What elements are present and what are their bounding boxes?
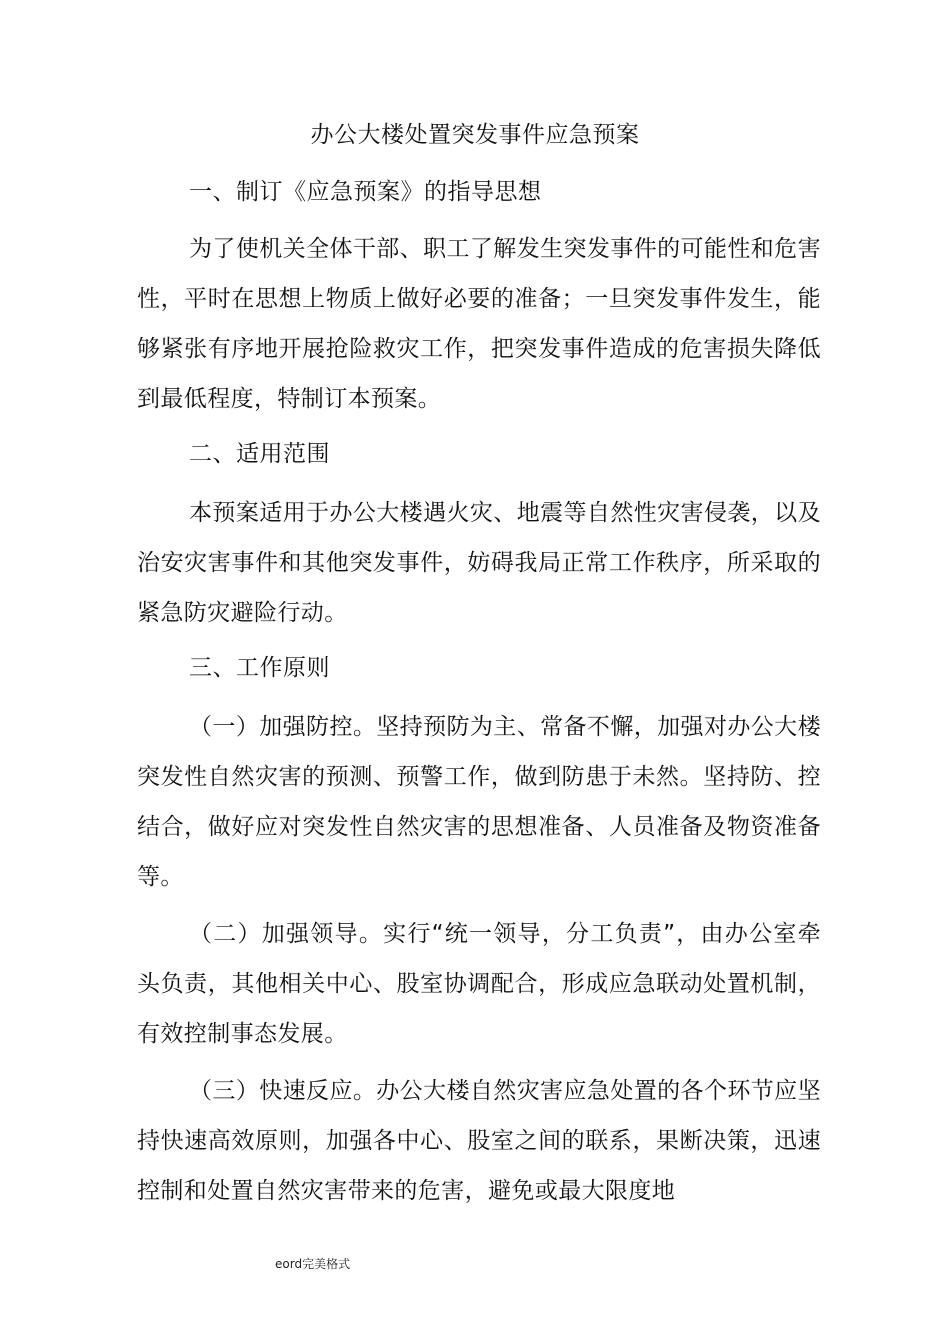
section-heading-guiding-ideology: 一、制订《应急预案》的指导思想	[189, 179, 542, 205]
section-paragraph-guiding-ideology: 为了使机关全体干部、职工了解发生突发事件的可能性和危害性，平时在思想上物质上做好必要的准备；一旦突发事件发生，能够紧张有序地开展抢险救灾工作，把突发事件造成的危害损失降低到最低程度，特制订本预案。	[137, 236, 821, 412]
principle-item-leadership: （二）加强领导。实行“统一领导，分工负责”，由办公室牵头负责，其他相关中心、股室协调配合，形成应急联动处置机制，有效控制事态发展。	[137, 921, 821, 1047]
principle-item-rapid-response: （三）快速反应。办公大楼自然灾害应急处置的各个环节应坚持快速高效原则，加强各中心、股室之间的联系，果断决策，迅速控制和处置自然灾害带来的危害，避免或最大限度地	[137, 1078, 821, 1204]
document-title: 办公大楼处置突发事件应急预案	[310, 122, 640, 148]
section-heading-scope: 二、适用范围	[189, 441, 330, 467]
section-paragraph-scope: 本预案适用于办公大楼遇火灾、地震等自然性灾害侵袭，以及治安灾害事件和其他突发事件，妨碍我局正常工作秩序，所采取的紧急防灾避险行动。	[137, 500, 821, 626]
section-heading-principles: 三、工作原则	[189, 655, 330, 681]
principle-item-prevention: （一）加强防控。坚持预防为主、常备不懈，加强对办公大楼突发性自然灾害的预测、预警工作，做到防患于未然。坚持防、控结合，做好应对突发性自然灾害的思想准备、人员准备及物资准备等。	[137, 714, 821, 890]
page-footer: eord完美格式	[275, 1257, 351, 1271]
